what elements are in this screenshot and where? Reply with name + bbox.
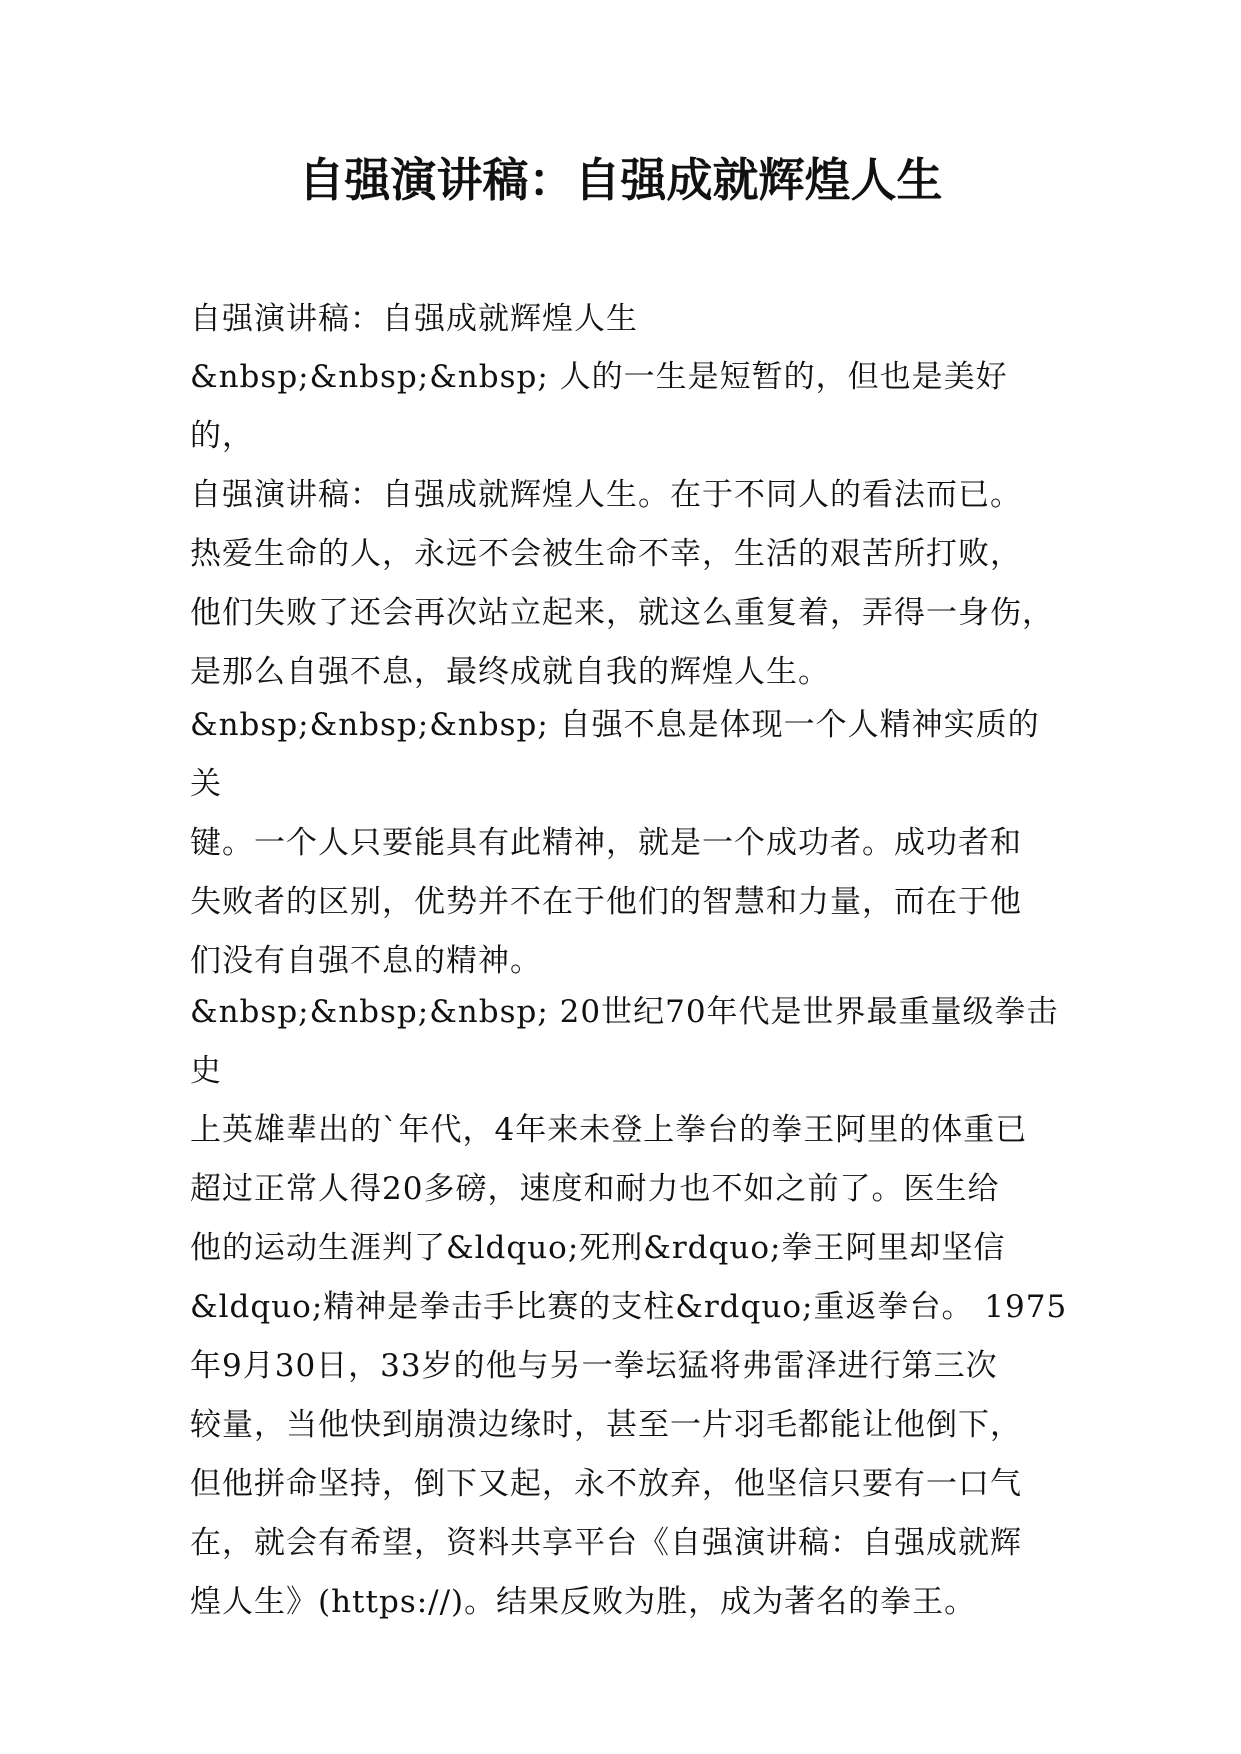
paragraph-1: &nbsp;&nbsp;&nbsp; 人的一生是短暂的，但也是美好的， 自强演讲稿：自强成就辉煌人生。在于不同人的看法而已。 热爱生命的人，永远不会被生命不幸，生活的艰苦所打败， 他们失败了还会再次站立起来，就这么重复着，弄得一身伤， 是那么自强不息，最终成就自我的辉煌人生。 <box>190 359 1054 690</box>
paragraph-2: &nbsp;&nbsp;&nbsp; 自强不息是体现一个人精神实质的关 键。一个人只要能具有此精神，就是一个成功者。成功者和 失败者的区别，优势并不在于他们的智慧和力量，而在于他 们没有自强不息的精神。 <box>190 707 1040 979</box>
paragraph-3: &nbsp;&nbsp;&nbsp; 20世纪70年代是世界最重量级拳击史 上英雄辈出的`年代，4年来未登上拳台的拳王阿里的体重已 超过正常人得20多磅，速度和耐力也不如之前了。医生给 他的运动生涯判了&ldquo;死刑&rdquo;拳王阿里却坚信 &ldquo;精神是拳击手比赛的支柱&rdquo;重返拳台。 1975 年9月30日，33岁的他与另一拳坛猛将弗雷泽进行第三次 较量，当他快到崩溃边缘时，甚至一片羽毛都能让他倒下， 但他拼命坚持，倒下又起，永不放弃，他坚信只要有一口气 在，就会有希望，资料共享平台《自强演讲稿：自强成就辉 煌人生》(https://)。结果反败为胜，成为著名的拳王。 <box>190 994 1068 1620</box>
document-subtitle: 自强演讲稿：自强成就辉煌人生 <box>190 301 638 337</box>
document-title: 自强演讲稿：自强成就辉煌人生 <box>298 153 943 207</box>
